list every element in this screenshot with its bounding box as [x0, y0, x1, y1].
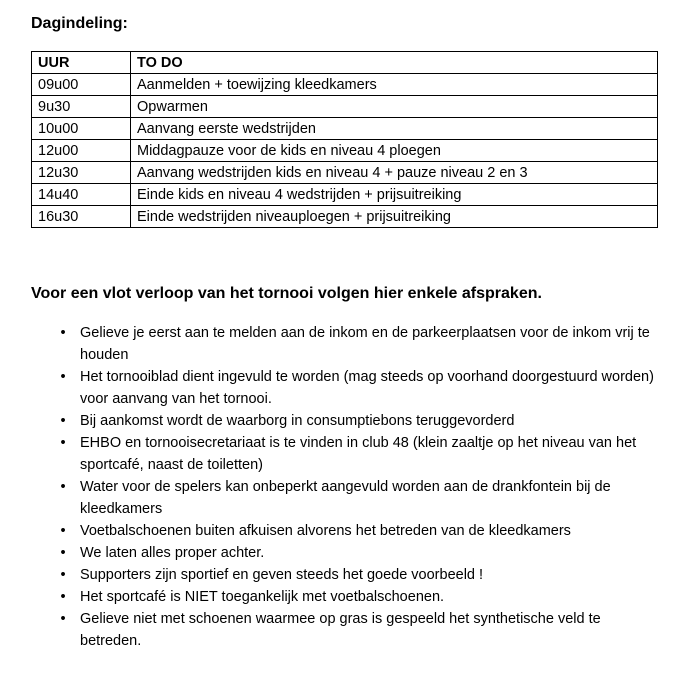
time-cell: 12u30: [32, 162, 131, 184]
table-row: [32, 184, 658, 206]
bullet-icon: •: [60, 589, 66, 605]
list-item: [56, 520, 656, 542]
bullet-icon: •: [60, 435, 66, 451]
activity-cell: Middagpauze voor de kids en niveau 4 ploegen: [131, 140, 658, 162]
activity-cell: Aanmelden + toewijzing kleedkamers: [131, 74, 658, 96]
bullet-icon: •: [60, 611, 66, 627]
bullet-icon: •: [60, 413, 66, 429]
table-row: [32, 162, 658, 184]
table-header-row: [32, 52, 658, 74]
list-item-text: Gelieve niet met schoenen waarmee op gras is gespeeld het synthetische veld te betreden.: [80, 611, 601, 649]
time-cell: 14u40: [32, 184, 131, 206]
list-item: [56, 322, 656, 366]
activity-cell: Aanvang wedstrijden kids en niveau 4 + pauze niveau 2 en 3: [131, 162, 658, 184]
list-item-text: Bij aankomst wordt de waarborg in consumptiebons teruggevorderd: [80, 413, 515, 429]
list-item-text: Supporters zijn sportief en geven steeds het goede voorbeeld !: [80, 567, 484, 583]
list-item: [56, 432, 656, 476]
time-cell: 12u00: [32, 140, 131, 162]
list-item: [56, 410, 656, 432]
table-row: [32, 118, 658, 140]
list-item: [56, 608, 656, 652]
activity-cell: Aanvang eerste wedstrijden: [131, 118, 658, 140]
bullet-icon: •: [60, 567, 66, 583]
list-item-text: We laten alles proper achter.: [80, 545, 265, 561]
activity-cell: Einde wedstrijden niveauploegen + prijsuitreiking: [131, 206, 658, 228]
list-item-text: Het sportcafé is NIET toegankelijk met voetbalschoenen.: [80, 589, 445, 605]
bullet-icon: •: [60, 545, 66, 561]
agreements-heading: Voor een vlot verloop van het tornooi volgen hier enkele afspraken.: [31, 285, 542, 302]
bullet-icon: •: [60, 369, 66, 385]
time-cell: 09u00: [32, 74, 131, 96]
list-item-text: Voetbalschoenen buiten afkuisen alvorens het betreden van de kleedkamers: [80, 523, 571, 539]
activity-cell: Opwarmen: [131, 96, 658, 118]
time-cell: 10u00: [32, 118, 131, 140]
time-cell: 9u30: [32, 96, 131, 118]
list-item-text: EHBO en tornooisecretariaat is te vinden in club 48 (klein zaaltje op het niveau van het sportcafé, naast de toiletten): [80, 435, 637, 473]
list-item-text: Gelieve je eerst aan te melden aan de inkom en de parkeerplaatsen voor de inkom vrij te houden: [80, 325, 650, 363]
column-header-time: UUR: [32, 52, 131, 74]
list-item: [56, 564, 656, 586]
bullet-icon: •: [60, 325, 66, 341]
activity-cell: Einde kids en niveau 4 wedstrijden + prijsuitreiking: [131, 184, 658, 206]
table-row: [32, 74, 658, 96]
bullet-icon: •: [60, 523, 66, 539]
list-item: [56, 542, 656, 564]
column-header-todo: TO DO: [131, 52, 658, 74]
table-row: [32, 96, 658, 118]
bullet-icon: •: [60, 479, 66, 495]
schedule-table: [31, 51, 658, 228]
list-item: [56, 476, 656, 520]
table-row: [32, 206, 658, 228]
table-row: [32, 140, 658, 162]
list-item: [56, 366, 656, 410]
page-title: Dagindeling:: [31, 15, 128, 32]
time-cell: 16u30: [32, 206, 131, 228]
list-item-text: Het tornooiblad dient ingevuld te worden (mag steeds op voorhand doorgestuurd worden) voor aanvang van het tornooi.: [80, 369, 654, 407]
agreements-list: [56, 322, 656, 652]
list-item-text: Water voor de spelers kan onbeperkt aangevuld worden aan de drankfontein bij de kleedkamers: [80, 479, 611, 517]
list-item: [56, 586, 656, 608]
